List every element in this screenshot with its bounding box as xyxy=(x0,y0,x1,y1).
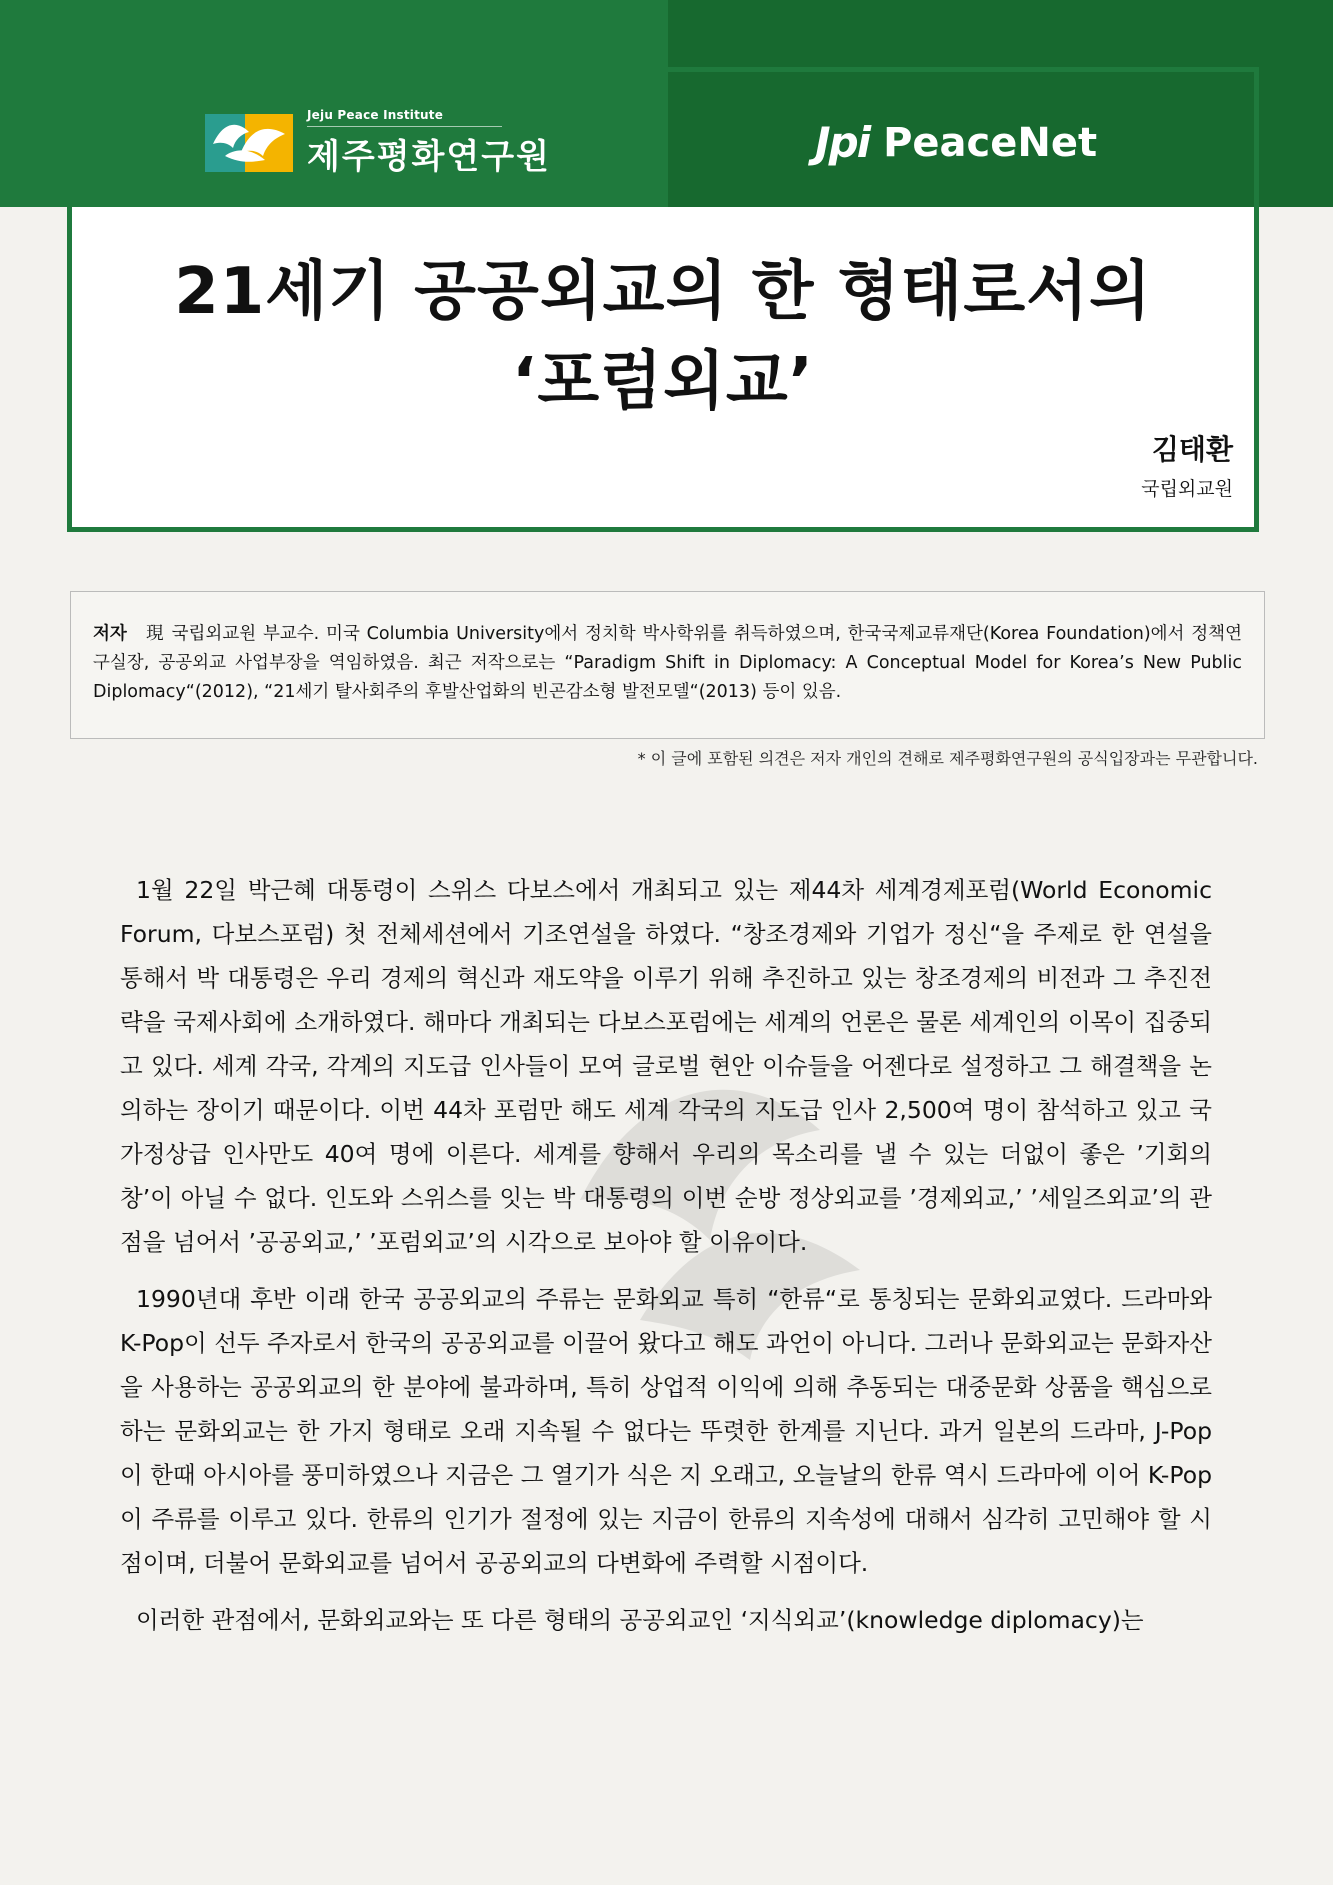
jpi-peacenet-logo xyxy=(815,118,1097,167)
paragraph-3: 이러한 관점에서, 문화외교와는 또 다른 형태의 공공외교인 ‘지식외교’(knowledge diplomacy)는 xyxy=(136,1606,1144,1634)
bio-label: 저자 xyxy=(93,624,127,644)
disclaimer-note: * 이 글에 포함된 의견은 저자 개인의 견해로 제주평화연구원의 공식입장과는 무관합니다. xyxy=(637,749,1258,768)
author-name: 김태환 xyxy=(1151,433,1233,466)
org-name-ko: 제주평화연구원 xyxy=(307,137,551,177)
author-bio-box xyxy=(70,591,1265,739)
page-title-line-2: ‘포럼외교’ xyxy=(512,345,814,419)
bio-text: 現 국립외교원 부교수. 미국 Columbia University에서 정치학 박사학위를 취득하였으며, 한국국제교류재단(Korea Foundation)에서 정책연구실장, 공공외교 사업부장을 역임하였음. 최근 저작으로는 “Paradigm Shift in Diplomacy: A Conceptual Model for Korea’s New Public Diplomacy“(2012), “21세기 탈사회주의 후발산업화의 빈곤감소형 발전모델“(2013) 등이 있음. xyxy=(93,624,1242,702)
paragraph-2: 1990년대 후반 이래 한국 공공외교의 주류는 문화외교 특히 “한류“로 통칭되는 문화외교였다. 드라마와 K-Pop이 선두 주자로서 한국의 공공외교를 이끌어 왔다고 해도 과언이 아니다. 그러나 문화외교는 문화자산을 사용하는 공공외교의 한 분야에 불과하며, 특히 상업적 이익에 의해 추동되는 대중문화 상품을 핵심으로 하는 문화외교는 한 가지 형태로 오래 지속될 수 없다는 뚜렷한 한계를 지닌다. 과거 일본의 드라마, J-Pop이 한때 아시아를 풍미하였으나 지금은 그 열기가 식은 지 오래고, 오늘날의 한류 역시 드라마에 이어 K-Pop이 주류를 이루고 있다. 한류의 인기가 절정에 있는 지금이 한류의 지속성에 대해서 심각히 고민해야 할 시점이며, 더불어 문화외교를 넘어서 공공외교의 다변화에 주력할 시점이다. xyxy=(120,1285,1212,1577)
org-name-en: Jeju Peace Institute xyxy=(307,108,502,127)
article-body xyxy=(120,868,1212,1655)
author-affiliation: 국립외교원 xyxy=(1141,478,1233,500)
dove-logo-icon xyxy=(205,112,293,174)
jpi-mark: Jpi xyxy=(815,118,870,167)
paragraph-1: 1월 22일 박근혜 대통령이 스위스 다보스에서 개최되고 있는 제44차 세계경제포럼(World Economic Forum, 다보스포럼) 첫 전체세션에서 기조연설을 하였다. “창조경제와 기업가 정신“을 주제로 한 연설을 통해서 박 대통령은 우리 경제의 혁신과 재도약을 이루기 위해 추진하고 있는 창조경제의 비전과 그 추진전략을 국제사회에 소개하였다. 해마다 개최되는 다보스포럼에는 세계의 언론은 물론 세계인의 이목이 집중되고 있다. 세계 각국, 각계의 지도급 인사들이 모여 글로벌 현안 이슈들을 어젠다로 설정하고 그 해결책을 논의하는 장이기 때문이다. 이번 44차 포럼만 해도 세계 각국의 지도급 인사 2,500여 명이 참석하고 있고 국가정상급 인사만도 40여 명에 이른다. 세계를 향해서 우리의 목소리를 낼 수 있는 더없이 좋은 ’기회의 창’이 아닐 수 없다. 인도와 스위스를 잇는 박 대통령의 이번 순방 정상외교를 ’경제외교,’ ’세일즈외교’의 관점을 넘어서 ’공공외교,’ ’포럼외교’의 시각으로 보아야 할 이유이다. xyxy=(120,876,1212,1256)
page-title-line-1: 21세기 공공외교의 한 형태로서의 xyxy=(174,255,1152,329)
peacenet-wordmark: PeaceNet xyxy=(883,119,1098,166)
jeju-peace-institute-logo xyxy=(205,108,551,178)
